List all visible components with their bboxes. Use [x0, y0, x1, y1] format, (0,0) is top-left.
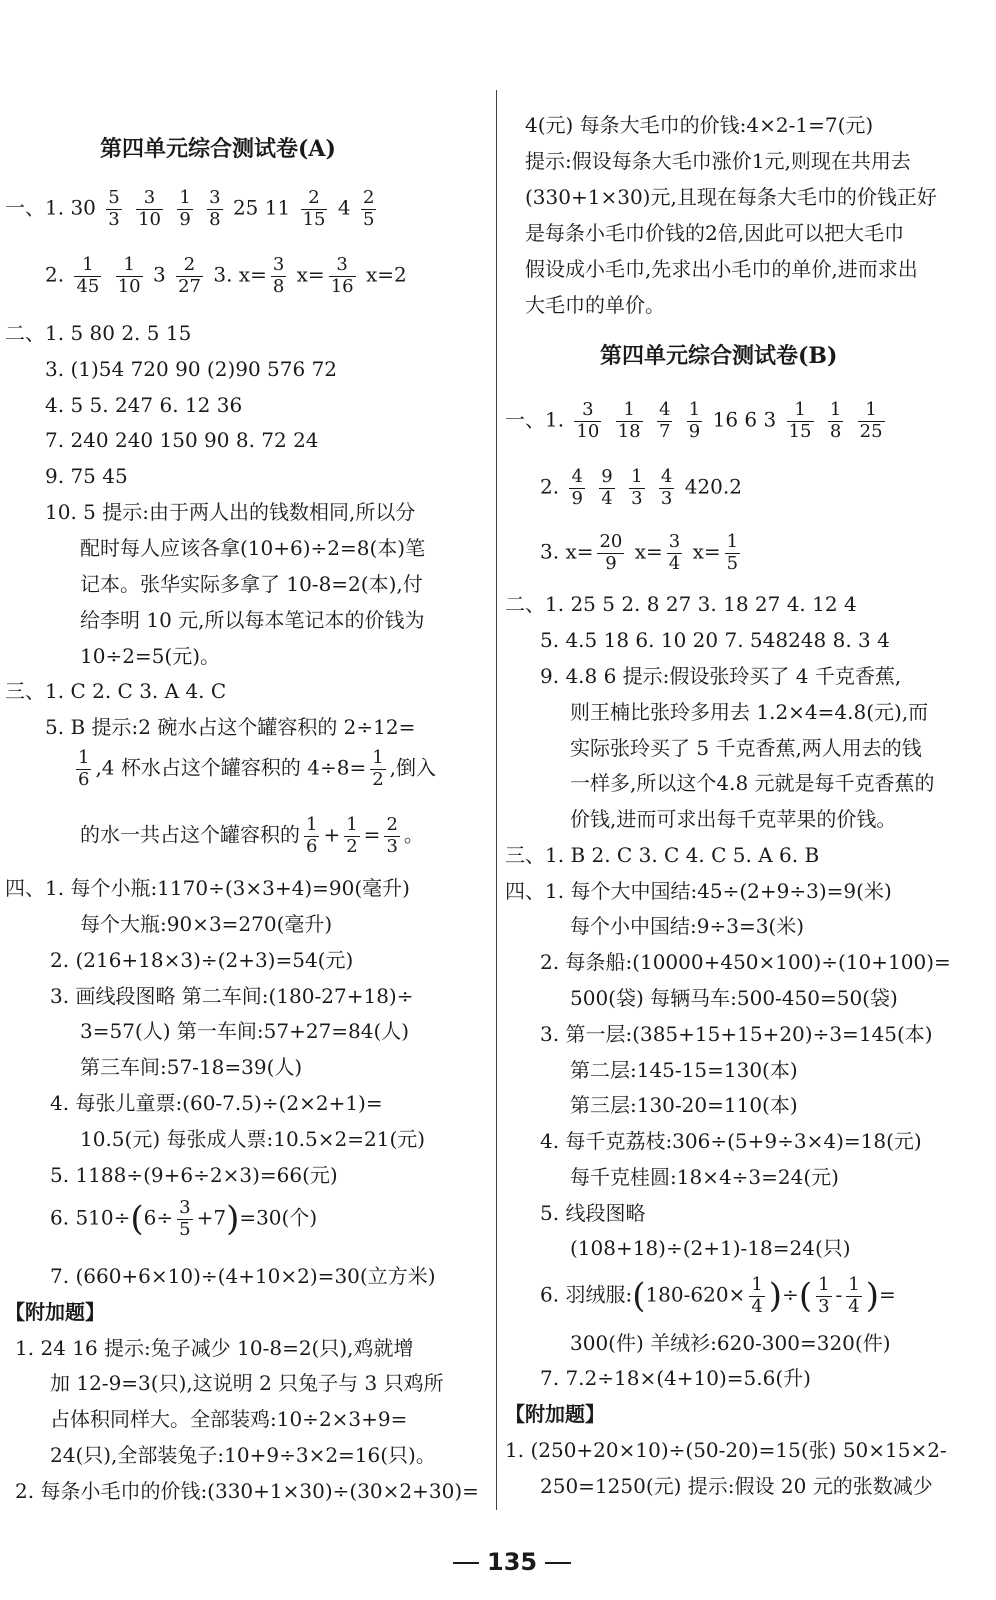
- fraction: $\frac{2}{3}$: [386, 814, 398, 857]
- fraction: $\frac{1}{15}$: [788, 399, 812, 442]
- answer-line: 5. 线段图略: [540, 1201, 646, 1225]
- answer-line: 三、1. C 2. C 3. A 4. C: [5, 679, 227, 703]
- fraction: $\frac{1}{8}$: [829, 399, 842, 442]
- fraction: $\frac{3}{4}$: [668, 531, 681, 574]
- answer-line: 2. $\frac{4}{9}$ $\frac{9}{4}$ $\frac{1}{3}$ $\frac{4}{3}$ 420.2: [540, 466, 742, 509]
- answer-line: 2. (216+18×3)÷(2+3)=54(元): [50, 948, 354, 972]
- bonus-heading: 【附加题】: [505, 1402, 605, 1426]
- answer-line: 假设成小毛巾,先求出小毛巾的单价,进而求出: [525, 257, 918, 281]
- answer-line: 每千克桂圆:18×4÷3=24(元): [570, 1165, 839, 1189]
- answer-line: 5. 4.5 18 6. 10 20 7. 548248 8. 3 4: [540, 628, 890, 652]
- answer-line: (108+18)÷(2+1)-18=24(只): [570, 1236, 851, 1260]
- answer-line: 3. x= $\frac{20}{9}$ x= $\frac{3}{4}$ x= $\frac{1}{5}$: [540, 531, 739, 574]
- fraction: $\frac{1}{10}$: [117, 254, 141, 297]
- fraction: $\frac{1}{9}$: [179, 187, 191, 230]
- fraction: $\frac{1}{9}$: [688, 399, 701, 442]
- answer-line: 7. (660+6×10)÷(4+10×2)=30(立方米): [50, 1264, 436, 1288]
- answer-line: 给李明 10 元,所以每本笔记本的价钱为: [80, 608, 425, 632]
- answer-line: 300(件) 羊绒衫:620-300=320(件): [570, 1331, 891, 1355]
- answer-line: 2. 每条船:(10000+450×100)÷(10+100)=: [540, 950, 951, 974]
- answer-line: 是每条小毛巾价钱的2倍,因此可以把大毛巾: [525, 221, 905, 245]
- answer-line: 3=57(人) 第一车间:57+27=84(人): [80, 1019, 410, 1043]
- column-divider: [496, 90, 497, 1510]
- fraction: $\frac{3}{10}$: [576, 399, 600, 442]
- fraction: $\frac{1}{6}$: [306, 814, 318, 857]
- answer-line: 3. 画线段图略 第二车间:(180-27+18)÷: [50, 984, 414, 1008]
- answer-line: 9. 75 45: [45, 464, 128, 488]
- answer-line: 6. 羽绒服:(180-620× $\frac{1}{4}$ )÷( $\frac{1}{3}$ - $\frac{1}{4}$ )=: [540, 1274, 896, 1317]
- answer-line: (330+1×30)元,且现在每条大毛巾的价钱正好: [525, 185, 937, 209]
- answer-line: 占体积同样大。全部装鸡:10÷2×3+9=: [50, 1407, 408, 1431]
- fraction: $\frac{1}{4}$: [751, 1274, 763, 1317]
- answer-line: 3. (1)54 720 90 (2)90 576 72: [45, 357, 338, 381]
- answer-line: 第三层:130-20=110(本): [570, 1093, 798, 1117]
- section-title-a: 第四单元综合测试卷(A): [100, 136, 336, 162]
- answer-line: 1. 24 16 提示:兔子减少 10-8=2(只),鸡就增: [15, 1336, 414, 1360]
- answer-line: 10÷2=5(元)。: [80, 644, 221, 668]
- answer-line: 四、1. 每个大中国结:45÷(2+9÷3)=9(米): [505, 879, 892, 903]
- answer-line: 5. B 提示:2 碗水占这个罐容积的 2÷12=: [45, 715, 416, 739]
- fraction: $\frac{1}{25}$: [859, 399, 883, 442]
- fraction: $\frac{1}{5}$: [726, 531, 739, 574]
- answer-line: 3. 第一层:(385+15+15+20)÷3=145(本): [540, 1022, 933, 1046]
- answer-line: 一、1. 30 $\frac{5}{3}$ $\frac{3}{10}$ $\frac{1}{9}$ $\frac{3}{8}$ 25 11 $\frac{2}{15}$ 4 $\frac{2}{5}$: [5, 187, 375, 230]
- answer-line: 4(元) 每条大毛巾的价钱:4×2-1=7(元): [525, 113, 874, 137]
- fraction: $\frac{3}{5}$: [179, 1197, 191, 1240]
- answer-line: 大毛巾的单价。: [525, 293, 665, 317]
- answer-line: 4. 每张儿童票:(60-7.5)÷(2×2+1)=: [50, 1091, 383, 1115]
- fraction: $\frac{4}{3}$: [660, 466, 673, 509]
- answer-line: 7. 7.2÷18×(4+10)=5.6(升): [540, 1366, 811, 1390]
- answer-line: 每个大瓶:90×3=270(毫升): [80, 912, 333, 936]
- page-number: 135: [445, 1548, 579, 1576]
- answer-line: 1. (250+20×10)÷(50-20)=15(张) 50×15×2-: [505, 1438, 947, 1462]
- answer-line: 10.5(元) 每张成人票:10.5×2=21(元): [80, 1127, 426, 1151]
- answer-line: 9. 4.8 6 提示:假设张玲买了 4 千克香蕉,: [540, 664, 902, 688]
- fraction: $\frac{4}{9}$: [571, 466, 583, 509]
- fraction: $\frac{1}{2}$: [372, 747, 384, 790]
- fraction: $\frac{1}{2}$: [346, 814, 358, 857]
- answer-line: 5. 1188÷(9+6÷2×3)=66(元): [50, 1163, 338, 1187]
- section-title-b: 第四单元综合测试卷(B): [600, 343, 838, 369]
- fraction: $\frac{9}{4}$: [601, 466, 613, 509]
- answer-line: 每个小中国结:9÷3=3(米): [570, 914, 805, 938]
- fraction: $\frac{1}{4}$: [848, 1274, 860, 1317]
- answer-line: 第三车间:57-18=39(人): [80, 1055, 303, 1079]
- fraction: $\frac{3}{10}$: [138, 187, 161, 230]
- answer-line: 实际张玲买了 5 千克香蕉,两人用去的钱: [570, 736, 922, 760]
- fraction: $\frac{3}{8}$: [209, 187, 221, 230]
- fraction: $\frac{2}{15}$: [302, 187, 326, 230]
- answer-line: 三、1. B 2. C 3. C 4. C 5. A 6. B: [505, 843, 820, 867]
- answer-line: 一、1. $\frac{3}{10}$ $\frac{1}{18}$ $\frac{4}{7}$ $\frac{1}{9}$ 16 6 3 $\frac{1}{15}$ $\frac{1}{8}$ $\frac{1}{25}$: [505, 399, 883, 442]
- answer-line: 6. 510÷(6÷ $\frac{3}{5}$ +7)=30(个): [50, 1197, 318, 1240]
- answer-line: 一样多,所以这个4.8 元就是每千克香蕉的: [570, 771, 935, 795]
- answer-line: 加 12-9=3(只),这说明 2 只兔子与 3 只鸡所: [50, 1371, 444, 1395]
- answer-line: 配时每人应该各拿(10+6)÷2=8(本)笔: [80, 536, 426, 560]
- answer-line: 二、1. 5 80 2. 5 15: [5, 321, 192, 345]
- fraction: $\frac{3}{8}$: [272, 254, 285, 297]
- answer-line: 500(袋) 每辆马车:500-450=50(袋): [570, 986, 898, 1010]
- answer-line: 4. 每千克荔枝:306÷(5+9÷3×4)=18(元): [540, 1129, 922, 1153]
- answer-line: 24(只),全部装兔子:10+9÷3×2=16(只)。: [50, 1443, 436, 1467]
- fraction: $\frac{2}{27}$: [178, 254, 201, 297]
- bonus-heading: 【附加题】: [5, 1300, 105, 1324]
- fraction: $\frac{4}{7}$: [658, 399, 671, 442]
- fraction: $\frac{1}{6}$: [78, 747, 90, 790]
- answer-line: 提示:假设每条大毛巾涨价1元,则现在共用去: [525, 149, 911, 173]
- answer-line: 价钱,进而可求出每千克苹果的价钱。: [570, 807, 897, 831]
- fraction: $\frac{20}{9}$: [599, 531, 623, 574]
- answer-line: 2. $\frac{1}{45}$ $\frac{1}{10}$ 3 $\frac{2}{27}$ 3. x= $\frac{3}{8}$ x= $\frac{3}{16}$ x=2: [45, 254, 407, 297]
- fraction: $\frac{3}{16}$: [330, 254, 354, 297]
- fraction: $\frac{1}{3}$: [818, 1274, 830, 1317]
- answer-line: 第二层:145-15=130(本): [570, 1058, 798, 1082]
- answer-line: 4. 5 5. 247 6. 12 36: [45, 393, 243, 417]
- answer-line: 记本。张华实际多拿了 10-8=2(本),付: [80, 572, 423, 596]
- fraction: $\frac{1}{3}$: [631, 466, 643, 509]
- fraction: $\frac{1}{18}$: [617, 399, 641, 442]
- answer-line: 四、1. 每个小瓶:1170÷(3×3+4)=90(毫升): [5, 876, 410, 900]
- fraction: $\frac{1}{45}$: [76, 254, 100, 297]
- fraction: $\frac{2}{5}$: [362, 187, 375, 230]
- answer-line: $\frac{1}{6}$ ,4 杯水占这个罐容积的 4÷8= $\frac{1}{2}$ ,倒入: [78, 747, 437, 790]
- answer-line: 10. 5 提示:由于两人出的钱数相同,所以分: [45, 500, 416, 524]
- answer-line: 7. 240 240 150 90 8. 72 24: [45, 428, 319, 452]
- answer-line: 二、1. 25 5 2. 8 27 3. 18 27 4. 12 4: [505, 592, 857, 616]
- answer-line: 则王楠比张玲多用去 1.2×4=4.8(元),而: [570, 700, 929, 724]
- answer-line: 的水一共占这个罐容积的 $\frac{1}{6}$ + $\frac{1}{2}$ = $\frac{2}{3}$ 。: [80, 814, 424, 857]
- fraction: $\frac{5}{3}$: [108, 187, 120, 230]
- answer-line: 2. 每条小毛巾的价钱:(330+1×30)÷(30×2+30)=: [15, 1479, 479, 1503]
- answer-line: 250=1250(元) 提示:假设 20 元的张数减少: [540, 1474, 933, 1498]
